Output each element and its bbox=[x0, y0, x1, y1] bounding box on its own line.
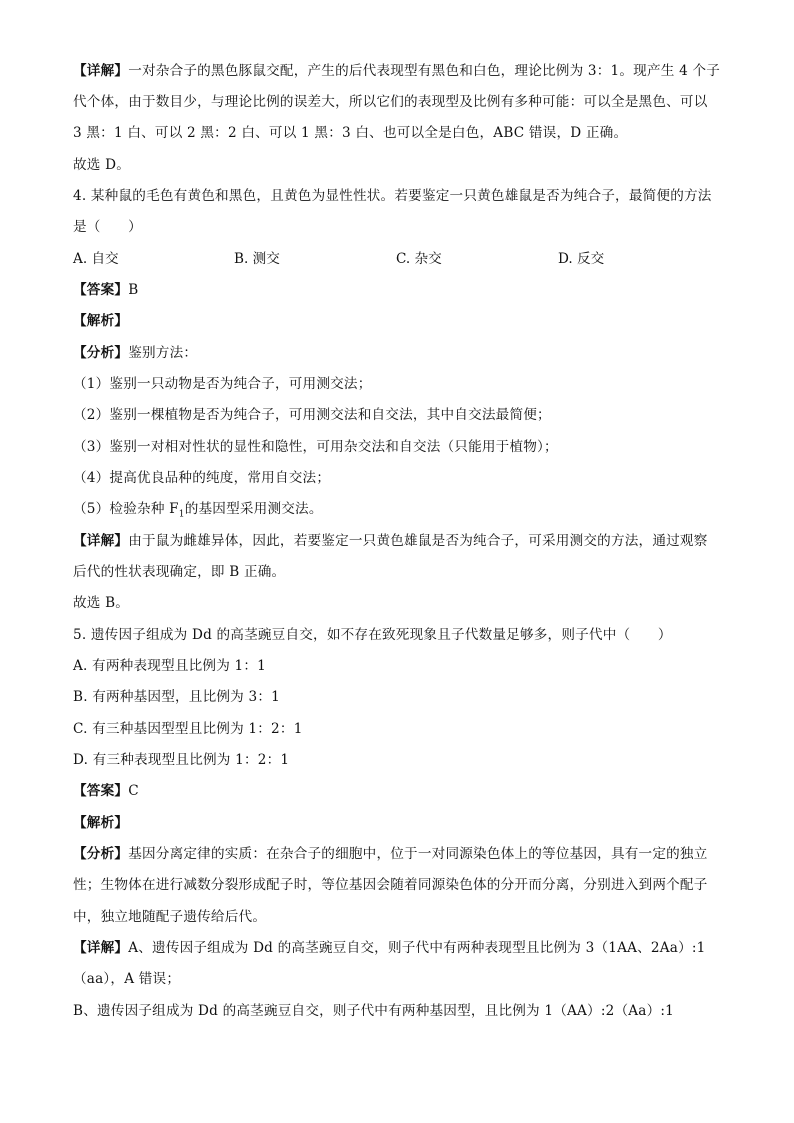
q5-fenxi-line-3: 中，独立地随配子遗传给后代。 bbox=[73, 909, 267, 925]
q3-detail-line-2: 代个体，由于数目少，与理论比例的误差大，所以它们的表现型及比例有多种可能：可以全是黑色、可以 bbox=[73, 94, 708, 110]
q4-point-2: （2）鉴别一棵植物是否为纯合子，可用测交法和自交法，其中自交法最简便； bbox=[73, 407, 551, 423]
q3-conclusion: 故选 D。 bbox=[73, 157, 131, 173]
q4-point-1: （1）鉴别一只动物是否为纯合子，可用测交法； bbox=[73, 376, 372, 392]
q4-option-b: B. 测交 bbox=[234, 251, 280, 267]
q4-stem-line-1: 4. 某种鼠的毛色有黄色和黑色，且黄色为显性性状。若要鉴定一只黄色雄鼠是否为纯合子，最简便的方法 bbox=[73, 188, 712, 204]
detail-tag: 【详解】 bbox=[73, 63, 129, 79]
q4-option-d: D. 反交 bbox=[558, 251, 605, 267]
q5-analysis-tag: 【解析】 bbox=[73, 815, 129, 831]
q5-option-d: D. 有三种表现型且比例为 1：2：1 bbox=[73, 752, 290, 768]
q5-option-a: A. 有两种表现型且比例为 1：1 bbox=[73, 658, 267, 674]
q5-stem: 5. 遗传因子组成为 Dd 的高茎豌豆自交，如不存在致死现象且子代数量足够多，则子代中（ ） bbox=[73, 627, 672, 643]
q5-detail-line-2: （aa），A 错误； bbox=[73, 971, 181, 987]
q3-detail-line-1: 【详解】一对杂合子的黑色豚鼠交配，产生的后代表现型有黑色和白色，理论比例为 3：1。现产生 4 个子 bbox=[73, 63, 721, 79]
q4-stem-line-2: 是（ ） bbox=[73, 219, 142, 235]
q5-option-c: C. 有三种基因型型且比例为 1：2：1 bbox=[73, 721, 303, 737]
q4-analysis-tag: 【解析】 bbox=[73, 313, 129, 329]
q4-fenxi: 【分析】鉴别方法： bbox=[73, 345, 198, 361]
q5-detail-line-1: 【详解】A、遗传因子组成为 Dd 的高茎豌豆自交，则子代中有两种表现型且比例为 3（1AA、2Aa）:1 bbox=[73, 940, 706, 956]
q4-option-c: C. 杂交 bbox=[396, 251, 442, 267]
q4-answer: 【答案】B bbox=[73, 282, 139, 298]
q5-fenxi-line-2: 性；生物体在进行减数分裂形成配子时，等位基因会随着同源染色体的分开而分离，分别进入到两个配子 bbox=[73, 877, 708, 893]
q5-option-b: B. 有两种基因型，且比例为 3：1 bbox=[73, 689, 280, 705]
q3-detail-line-3: 3 黑：1 白、可以 2 黑：2 白、可以 1 黑：3 白、也可以全是白色，ABC 错误，D 正确。 bbox=[73, 125, 628, 141]
q5-fenxi-line-1: 【分析】基因分离定律的实质：在杂合子的细胞中，位于一对同源染色体上的等位基因，具有一定的独立 bbox=[73, 846, 708, 862]
q5-answer: 【答案】C bbox=[73, 783, 139, 799]
q4-point-5: （5）检验杂种 $F_1$的基因型采用测交法。 bbox=[73, 501, 323, 520]
q5-detail-line-3: B、遗传因子组成为 Dd 的高茎豌豆自交，则子代中有两种基因型，且比例为 1（AA）:2（Aa）:1 bbox=[73, 1003, 674, 1019]
q4-point-3: （3）鉴别一对相对性状的显性和隐性，可用杂交法和自交法（只能用于植物）； bbox=[73, 439, 558, 455]
q4-point-4: （4）提高优良品种的纯度，常用自交法； bbox=[73, 470, 331, 486]
q4-option-a: A. 自交 bbox=[73, 251, 119, 267]
q4-conclusion: 故选 B。 bbox=[73, 595, 130, 611]
q4-detail-line-2: 后代的性状表现确定，即 B 正确。 bbox=[73, 564, 286, 580]
q4-detail-line-1: 【详解】由于鼠为雌雄异体，因此，若要鉴定一只黄色雄鼠是否为纯合子，可采用测交的方法，通过观察 bbox=[73, 533, 708, 549]
